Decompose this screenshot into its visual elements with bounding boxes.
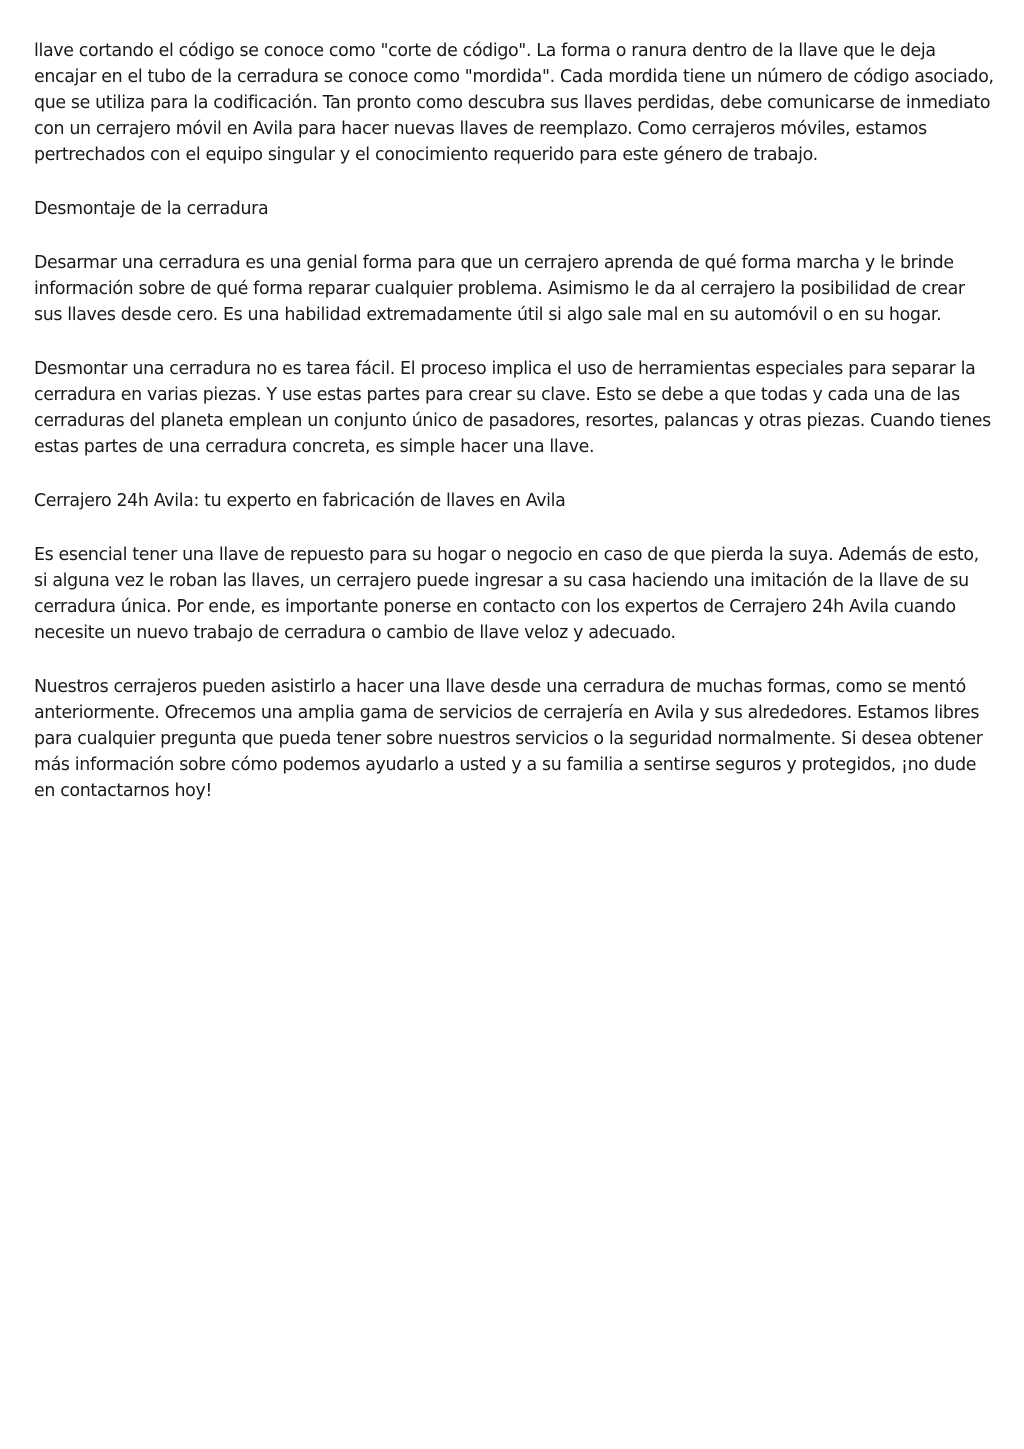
section-heading-cerrajero-24h: Cerrajero 24h Avila: tu experto en fabricación de llaves en Avila <box>34 491 566 511</box>
paragraph-corte-de-codigo: llave cortando el código se conoce como "corte de código". La forma o ranura dentro de la llave que le deja encajar en el tubo de la cerradura se conoce como "mordida". Cada mordida tiene un número de código asociado, que se utiliza para la codificación. Tan pronto como descubra sus llaves perdidas, debe comunicarse de inmediato con un cerrajero móvil en Avila para hacer nuevas llaves de reemplazo. Como cerrajeros móviles, estamos pertrechados con el equipo singular y el conocimiento requerido para este género de trabajo. <box>34 41 994 165</box>
paragraph-desmontar-cerradura: Desmontar una cerradura no es tarea fácil. El proceso implica el uso de herramientas especiales para separar la cerradura en varias piezas. Y use estas partes para crear su clave. Esto se debe a que todas y cada una de las cerraduras del planeta emplean un conjunto único de pasadores, resortes, palancas y otras piezas. Cuando tienes estas partes de una cerradura concreta, es simple hacer una llave. <box>34 359 991 457</box>
paragraph-nuestros-cerrajeros: Nuestros cerrajeros pueden asistirlo a hacer una llave desde una cerradura de muchas formas, como se mentó anteriormente. Ofrecemos una amplia gama de servicios de cerrajería en Avila y sus alrededores. Estamos libres para cualquier pregunta que pueda tener sobre nuestros servicios o la seguridad normalmente. Si desea obtener más información sobre cómo podemos ayudarlo a usted y a su familia a sentirse seguros y protegidos, ¡no dude en contactarnos hoy! <box>34 677 983 801</box>
paragraph-desarmar-cerradura: Desarmar una cerradura es una genial forma para que un cerrajero aprenda de qué forma marcha y le brinde información sobre de qué forma reparar cualquier problema. Asimismo le da al cerrajero la posibilidad de crear sus llaves desde cero. Es una habilidad extremadamente útil si algo sale mal en su automóvil o en su hogar. <box>34 253 965 325</box>
document-body <box>34 38 994 832</box>
paragraph-llave-repuesto: Es esencial tener una llave de repuesto para su hogar o negocio en caso de que pierda la suya. Además de esto, si alguna vez le roban las llaves, un cerrajero puede ingresar a su casa haciendo una imitación de la llave de su cerradura única. Por ende, es importante ponerse en contacto con los expertos de Cerrajero 24h Avila cuando necesite un nuevo trabajo de cerradura o cambio de llave veloz y adecuado. <box>34 545 979 643</box>
section-heading-desmontaje: Desmontaje de la cerradura <box>34 199 269 219</box>
